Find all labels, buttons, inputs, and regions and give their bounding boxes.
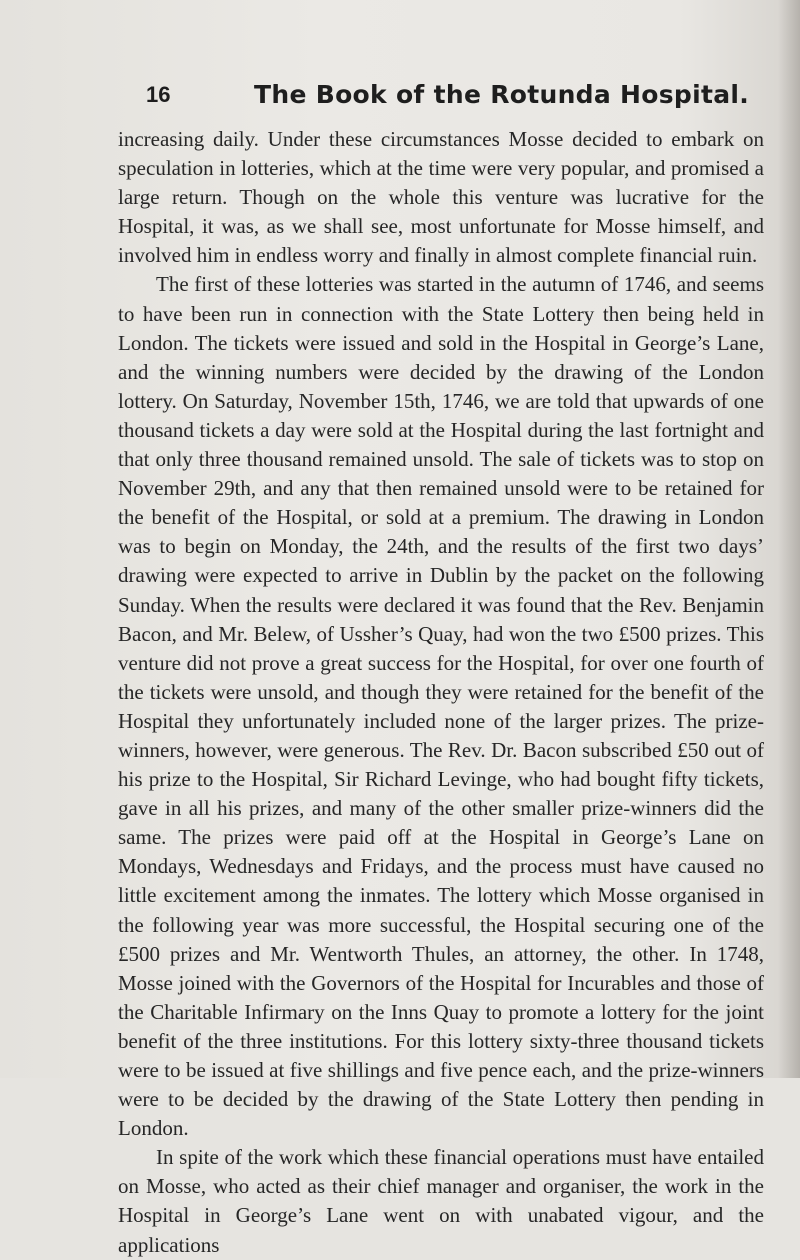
paragraph-work-continues: In spite of the work which these financial operations must have entailed on Mosse, who acted as their chief manager and organiser, the work in the Hospital in George’s Lane went on with unabated vigour, and the applications xyxy=(118,1145,764,1257)
paragraph-continued: increasing daily. Under these circumstances Mosse decided to embark on speculation in lotteries, which at the time were very popular, and promised a large return. Though on the whole this venture was lucrative for the Hospital, it was, as we shall see, most unfortunate for Mosse himself, and involved him in endless worry and finally in almost complete financial ruin. xyxy=(118,127,764,268)
running-title: The Book of the Rotunda Hospital. xyxy=(254,80,750,109)
page-number: 16 xyxy=(146,82,171,107)
page-edge-shadow xyxy=(778,0,800,1078)
body-text xyxy=(118,125,764,1260)
paragraph-lotteries: The first of these lotteries was started in the autumn of 1746, and seems to have been run in connection with the State Lottery then being held in London. The tickets were issued and sold in the Hospital in George’s Lane, and the winning numbers were decided by the drawing of the London lottery. On Saturday, November 15th, 1746, we are told that upwards of one thousand tickets a day were sold at the Hospital during the last fortnight and that only three thousand remained unsold. The sale of tickets was to stop on November 29th, and any that then remained unsold were to be retained for the benefit of the Hospital, or sold at a premium. The drawing in London was to begin on Monday, the 24th, and the results of the first two days’ drawing were expected to arrive in Dublin by the packet on the following Sunday. When the results were declared it was found that the Rev. Benjamin Bacon, and Mr. Belew, of Ussher’s Quay, had won the two £500 prizes. This venture did not prove a great success for the Hospital, for over one fourth of the tickets were unsold, and though they were retained for the benefit of the Hospital they unfortunately included none of the larger prizes. The prize-winners, however, were generous. The Rev. Dr. Bacon subscribed £50 out of his prize to the Hospital, Sir Richard Levinge, who had bought fifty tickets, gave in all his prizes, and many of the other smaller prize-winners did the same. The prizes were paid off at the Hospital in George’s Lane on Mondays, Wednesdays and Fridays, and the process must have caused no little excitement among the inmates. The lottery which Mosse organised in the following year was more successful, the Hospital securing one of the £500 prizes and Mr. Wentworth Thules, an attorney, the other. In 1748, Mosse joined with the Governors of the Hospital for Incurables and those of the Charitable Infirmary on the Inns Quay to promote a lottery for the joint benefit of the three institutions. For this lottery sixty-three thousand tickets were to be issued at five shillings and five pence each, and the prize-winners were to be decided by the drawing of the State Lottery then pending in London. xyxy=(118,272,764,1141)
page-header xyxy=(140,82,760,122)
